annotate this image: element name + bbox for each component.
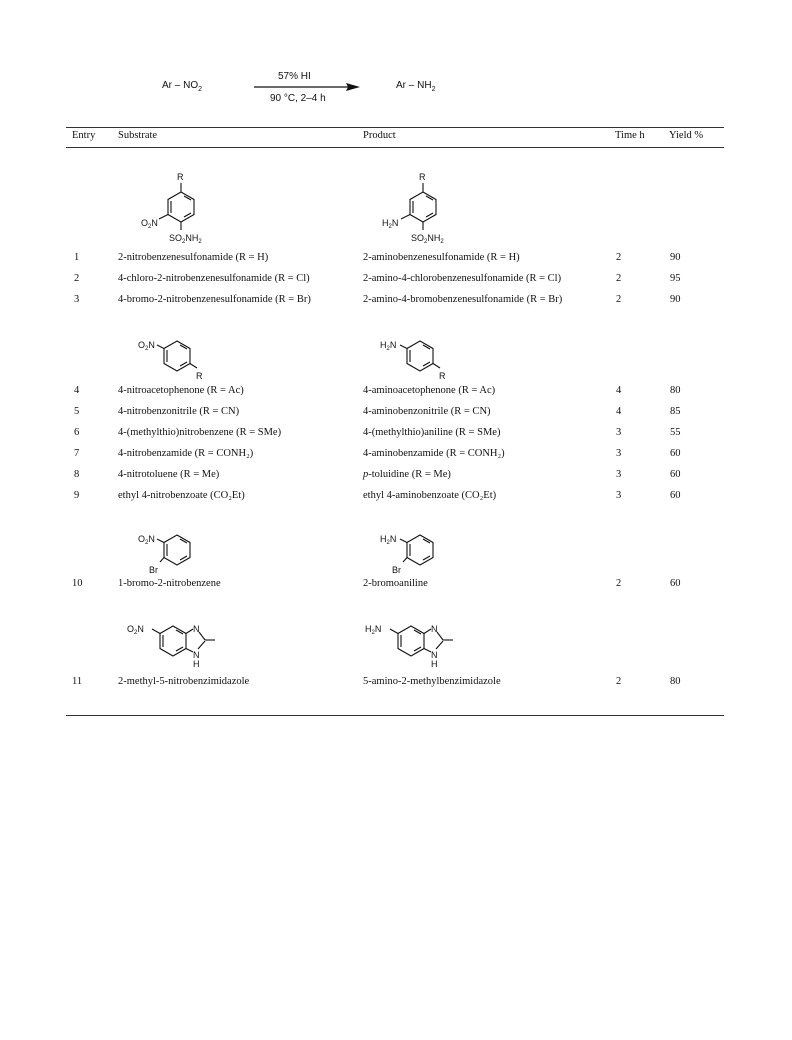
amino-label: $H_2N$ bbox=[380, 340, 397, 352]
substrate-name: 4-nitrotoluene (R = Me) bbox=[118, 469, 220, 480]
scheme-product bbox=[396, 80, 435, 93]
amino-label: $H_2N$ bbox=[380, 534, 397, 546]
r-group-label: R bbox=[419, 172, 426, 182]
product-name: 2-bromoaniline bbox=[363, 578, 428, 589]
header-yield: Yield % bbox=[669, 130, 704, 141]
reactant-subscript: 2 bbox=[198, 86, 203, 93]
entry-number: 9 bbox=[74, 490, 80, 501]
table-bottom-rule bbox=[66, 715, 724, 716]
r-group-label: R bbox=[439, 371, 446, 381]
yield-value: 95 bbox=[670, 273, 681, 284]
imidazole-n-label: N bbox=[193, 624, 200, 634]
time-value: 2 bbox=[616, 676, 622, 687]
time-value: 3 bbox=[616, 427, 622, 438]
entry-number: 5 bbox=[74, 406, 80, 417]
structure-aminobenzimidazole bbox=[363, 618, 493, 668]
header-entry: Entry bbox=[72, 130, 96, 141]
time-value: 3 bbox=[616, 448, 622, 459]
nitro-label: $O_2N$ bbox=[127, 624, 144, 636]
entry-number: 11 bbox=[72, 676, 83, 687]
product-name: 2-aminobenzenesulfonamide (R = H) bbox=[363, 252, 520, 263]
entry-number: 7 bbox=[74, 448, 80, 459]
time-value: 2 bbox=[616, 578, 622, 589]
time-value: 2 bbox=[616, 252, 622, 263]
product-name: 2-amino-4-bromobenzenesulfonamide (R = Br) bbox=[363, 294, 563, 305]
entry-number: 4 bbox=[74, 385, 80, 396]
structure-aminobenzenesulfonamide bbox=[375, 166, 485, 248]
product-text: Ar – NH bbox=[396, 80, 432, 91]
scheme-reagent: 57% HI bbox=[278, 71, 311, 82]
substrate-name: 4-nitrobenzamide (R = CONH₂) bbox=[118, 448, 254, 459]
product-name: 5-amino-2-methylbenzimidazole bbox=[363, 676, 501, 687]
product-name: 4-aminobenzonitrile (R = CN) bbox=[363, 406, 491, 417]
r-group-label: R bbox=[196, 371, 203, 381]
substrate-name: 4-bromo-2-nitrobenzenesulfonamide (R = Br) bbox=[118, 294, 311, 305]
structure-bromonitrobenzene bbox=[133, 530, 243, 576]
time-value: 2 bbox=[616, 294, 622, 305]
yield-value: 80 bbox=[670, 676, 681, 687]
sulfonamide-label: $SO_2NH_2$ bbox=[169, 233, 202, 245]
yield-value: 55 bbox=[670, 427, 681, 438]
time-value: 4 bbox=[616, 406, 622, 417]
time-value: 2 bbox=[616, 273, 622, 284]
structure-bromoaniline bbox=[376, 530, 486, 576]
header-product: Product bbox=[363, 130, 396, 141]
substrate-name: 4-chloro-2-nitrobenzenesulfonamide (R = Cl) bbox=[118, 273, 310, 284]
yield-value: 90 bbox=[670, 252, 681, 263]
product-name bbox=[363, 469, 451, 481]
imidazole-n-label: N bbox=[431, 624, 438, 634]
table-top-rule bbox=[66, 127, 724, 128]
header-substrate: Substrate bbox=[118, 130, 158, 141]
substrate-name: 4-nitrobenzonitrile (R = CN) bbox=[118, 406, 240, 417]
structure-para-nitrobenzene bbox=[133, 336, 243, 386]
product-name: 4-aminobenzamide (R = CONH₂) bbox=[363, 448, 505, 459]
bromo-label: Br bbox=[149, 565, 158, 575]
yield-value: 60 bbox=[670, 578, 681, 589]
entry-number: 2 bbox=[74, 273, 80, 284]
product-italic-prefix: p bbox=[363, 469, 369, 480]
substrate-name: 2-nitrobenzenesulfonamide (R = H) bbox=[118, 252, 269, 263]
product-name: 4-aminoacetophenone (R = Ac) bbox=[363, 385, 496, 396]
amino-label: $H_2N$ bbox=[365, 624, 382, 636]
imidazole-h-label: H bbox=[193, 659, 200, 668]
product-name: 4-(methylthio)aniline (R = SMe) bbox=[363, 427, 501, 438]
yield-value: 60 bbox=[670, 448, 681, 459]
substrate-name: 4-nitroacetophenone (R = Ac) bbox=[118, 385, 244, 396]
nitro-label: $O_2N$ bbox=[138, 534, 155, 546]
bromo-label: Br bbox=[392, 565, 401, 575]
yield-value: 60 bbox=[670, 469, 681, 480]
imidazole-h-label: H bbox=[431, 659, 438, 668]
structure-para-aniline bbox=[376, 336, 486, 386]
entry-number: 1 bbox=[74, 252, 80, 263]
scheme-conditions: 90 °C, 2–4 h bbox=[270, 93, 326, 104]
header-time: Time h bbox=[615, 130, 645, 141]
substrate-name: 2-methyl-5-nitrobenzimidazole bbox=[118, 676, 250, 687]
reaction-arrow bbox=[252, 82, 362, 92]
r-group-label: R bbox=[177, 172, 184, 182]
product-subscript: 2 bbox=[431, 86, 436, 93]
reactant-text: Ar – NO bbox=[162, 80, 199, 91]
nitro-label: $O_2N$ bbox=[141, 218, 158, 230]
time-value: 3 bbox=[616, 469, 622, 480]
product-name-rest: -toluidine (R = Me) bbox=[368, 469, 451, 480]
imidazole-nh-label: N bbox=[431, 650, 438, 660]
scheme-reactant bbox=[162, 80, 202, 93]
sulfonamide-label: $SO_2NH_2$ bbox=[411, 233, 444, 245]
yield-value: 85 bbox=[670, 406, 681, 417]
yield-value: 60 bbox=[670, 490, 681, 501]
structure-nitrobenzimidazole bbox=[125, 618, 255, 668]
yield-value: 80 bbox=[670, 385, 681, 396]
entry-number: 10 bbox=[72, 578, 83, 589]
entry-number: 8 bbox=[74, 469, 80, 480]
entry-number: 3 bbox=[74, 294, 80, 305]
table-header-rule bbox=[66, 147, 724, 148]
product-name: 2-amino-4-chlorobenzenesulfonamide (R = Cl) bbox=[363, 273, 562, 284]
substrate-name: ethyl 4-nitrobenzoate (CO₂Et) bbox=[118, 490, 245, 501]
imidazole-nh-label: N bbox=[193, 650, 200, 660]
yield-value: 90 bbox=[670, 294, 681, 305]
time-value: 4 bbox=[616, 385, 622, 396]
entry-number: 6 bbox=[74, 427, 80, 438]
structure-nitrobenzenesulfonamide bbox=[133, 166, 243, 248]
amino-label: $H_2N$ bbox=[382, 218, 399, 230]
substrate-name: 4-(methylthio)nitrobenzene (R = SMe) bbox=[118, 427, 282, 438]
time-value: 3 bbox=[616, 490, 622, 501]
substrate-name: 1-bromo-2-nitrobenzene bbox=[118, 578, 221, 589]
product-name: ethyl 4-aminobenzoate (CO₂Et) bbox=[363, 490, 497, 501]
nitro-label: $O_2N$ bbox=[138, 340, 155, 352]
